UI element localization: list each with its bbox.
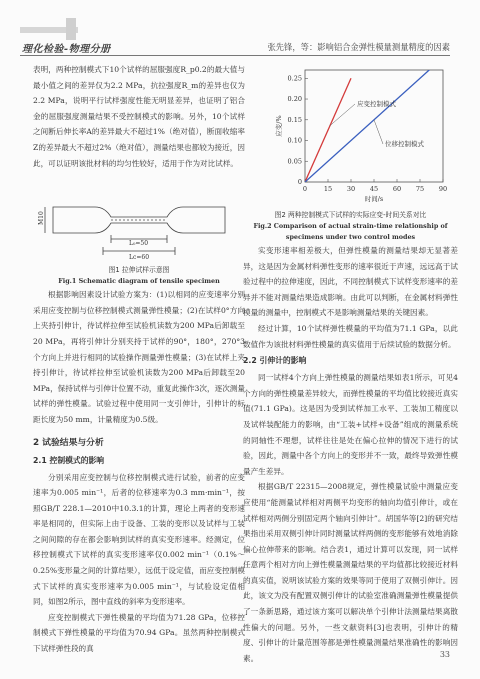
header-rule	[20, 55, 450, 56]
journal-title: 理化检验-物理分册	[22, 44, 111, 55]
x-tick-label: 60	[392, 185, 402, 193]
subsection-heading: 2.1 控制模式的影响	[33, 455, 105, 465]
paragraph: 表明，两种控制模式下10个试样的屈服强度R_p0.2的最大值与最小值之间的差异仅为2.2 MPa，抗拉强度R_m的差异也仅为2.2 MPa，说明平行试样强度性能无明显差异，也证明了铝合金的屈服强度测量结果不受控制模式的影响。另外，10个试样之间断后伸长率A的差异最大不超过1%（绝对值），断面收缩率Z的差异最大不超过2%（绝对值），测量结果也都较为接近，因此，可以证明该批材料的均匀性较好，适用于作为对比试样。	[33, 65, 245, 168]
x-tick-label: 0	[302, 185, 308, 193]
y-tick-label: 0.25	[287, 74, 302, 83]
y-tick-label: 0.05	[287, 157, 302, 166]
paragraph: 根据GB/T 22315—2008规定，弹性模量试验中测量应变应使用“能测量试样相对两侧平均变形的轴向均值引伸计，或在试样相对两侧分别固定两个轴向引伸计”。胡国华等[2]的研究结果指出采用双侧引伸计同时测量试样两侧的变形能够有效地消除偏心拉伸带来的影响。结合表1，通过计算可以发现，同一试样任意两个相对方向上弹性模量测量结果的平均值都比较接近材料的真实值，说明该试验方案的效果等同于使用了双侧引伸计。因此，该文为没有配置双侧引伸计的试验室准确测量弹性模量提供了一条新思路，通过该方案可以解决单个引伸计法测量结果离散性偏大的问题。另外，一些文献资料[3]也表明，引伸计的精度、引伸计的计量范围等都是弹性模量测量结果准确性的影响因素。	[243, 482, 458, 663]
leader-line	[330, 104, 355, 126]
figure-1-caption-en: Fig.1 Schematic diagram of tensile specimen	[58, 277, 220, 286]
figure-1-caption: 图1 拉伸试样示意图	[108, 266, 170, 275]
y-tick-label: 0	[297, 178, 302, 186]
dim-m-label: M10	[38, 211, 45, 226]
paragraph: 同一试样4个方向上弹性模量的测量结果如表1所示，可见4个方向的弹性模量差异较大，而弹性模量的平均值比较接近真实值(71.1 GPa)。这是因为受到试样加工水平、工装加工精度以及试样装配能力的影响，由“工装+试样+设备”组成的测量系统的同轴性不理想，试样往往是处在偏心拉伸的情况下进行的试验，因此，测量中各个方向上的变形并不一致，最终导致弹性模量产生差异。	[243, 373, 458, 476]
page-number: 33	[439, 650, 450, 659]
dim-l0-label: L₀=50	[129, 240, 149, 248]
series-label: 应变控制模式	[357, 100, 396, 108]
y-tick-label: 0.20	[287, 95, 302, 104]
paragraph: 经过计算，10个试样弹性模量的平均值为71.1 GPa，以此数值作为该批材料弹性模量的真实值用于后续试验的数据分析。	[243, 323, 458, 349]
series-line	[305, 62, 443, 182]
x-axis-label: 时间/s	[364, 195, 384, 203]
paragraph: 根据影响因素设计试验方案为：(1)以相同的应变速率分别采用应变控制与位移控制模式测量弹性模量；(2)在试样0°方向上夹持引伸计，待试样拉伸至试验机读数为200 MPa后卸载至20 MPa，再将引伸计分别夹持于试样的90°，180°，270°3个方向上并进行相同的试验操作测量弹性模量；(3)在试样上夹持引伸计，待试样拉伸至试验机读数为200 MPa后卸载至20 MPa，保持试样与引伸计位置不动，重复此操作3次，逐次测量试样的弹性模量。试验过程中使用同一支引伸计，引伸计的标距长度为50 mm，计量精度为0.5级。	[33, 290, 245, 424]
running-title: 张先锋，等：影响铝合金弹性模量测量精度的因素	[267, 42, 450, 52]
section-heading: 2 试验结果与分析	[33, 437, 104, 448]
series-label: 位移控制模式	[385, 140, 424, 148]
leader-line	[374, 120, 383, 144]
figure-2-caption-en: Fig.2 Comparison of actual strain-time relationship of specimens under two control modes	[253, 222, 448, 241]
right-column	[243, 62, 458, 666]
figure-1	[33, 175, 245, 265]
figure-2	[243, 62, 458, 210]
dim-lc-label: Lc=60	[129, 254, 150, 262]
logo-bar	[66, 18, 76, 40]
x-tick-label: 45	[369, 185, 379, 193]
paragraph: 实变形速率相差极大，但弹性模量的测量结果却无显著差异，这是因为金属材料弹性变形的速率很近于声速，远远高于试验过程中的拉伸速度，因此，不同控制模式下试样变形速率的差异并不能对测量结果造成影响。由此可以判断，在金属材料弹性模量的测量中，控制模式不是影响测量结果的关键因素。	[243, 246, 458, 318]
x-tick-label: 90	[438, 185, 448, 193]
paragraph: 应变控制模式下弹性模量的平均值为71.28 GPa，位移控制模式下弹性模量的平均值为70.94 GPa。虽然两种控制模式下试样弹性段的真	[33, 612, 245, 654]
left-column	[33, 62, 245, 657]
specimen-diagram	[33, 175, 245, 265]
series-line	[305, 78, 351, 182]
y-tick-label: 0.10	[287, 136, 302, 145]
paragraph: 分别采用应变控制与位移控制模式进行试验，前者的应变速率为0.005 min⁻¹，后者的位移速率为0.3 mm·min⁻¹，按照GB/T 228.1—2010中10.3.1的计算，理论上两者的变形速率是相同的，但实际上由于设备、工装的变形以及试样与工装之间间隙的存在都会影响到试样的真实变形速率。经测定，位移控制模式下试样的真实变形速率仅0.002 min⁻¹（0.1%～0.25%变形量之间的计算结果），远低于设定值，而应变控制模式下试样的真实变形速率为0.005 min⁻¹，与试验设定值相同，如图2所示，图中直线的斜率为变形速率。	[33, 472, 245, 607]
y-tick-label: 0.15	[287, 115, 302, 124]
figure-2-caption: 图2 两种控制模式下试样的实际应变-时间关系对比	[274, 211, 427, 219]
plot-frame	[305, 70, 443, 182]
x-tick-label: 75	[415, 185, 425, 193]
subsection-heading: 2.2 引伸计的影响	[243, 356, 307, 366]
strain-time-chart	[243, 62, 458, 210]
x-tick-label: 30	[346, 185, 356, 193]
y-axis-label: 应变/%	[275, 115, 283, 137]
x-tick-label: 15	[323, 185, 333, 193]
